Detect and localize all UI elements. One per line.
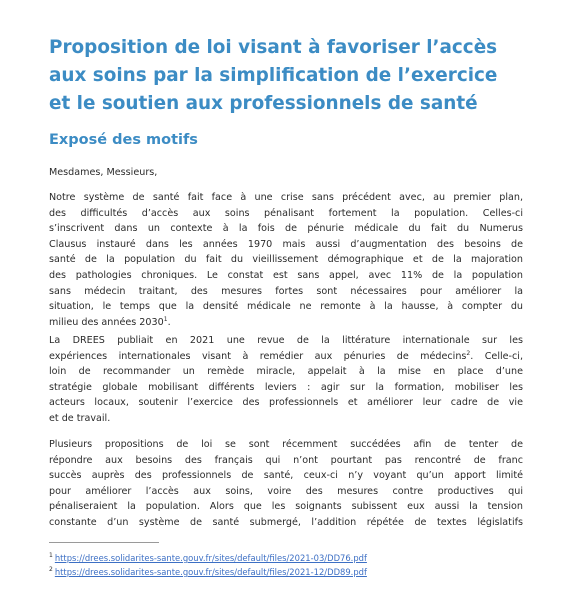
title-line: Proposition de loi visant à favoriser l’accès [49, 37, 498, 58]
footnote-link[interactable]: https://drees.solidarites-sante.gouv.fr/sites/default/files/2021-12/DD89.pdf [54, 566, 367, 577]
paragraph-line: stratégie globale mobilisant différents leviers : agir sur la formation, mobiliser les [49, 381, 523, 393]
paragraph-line: santé de la population du fait du vieillissement démographique et de la majoration [49, 254, 523, 266]
section-heading: Exposé des motifs [49, 132, 198, 148]
footnote-ref: 1 [163, 315, 168, 323]
paragraph-line: La DREES publiait en 2021 une revue de la littérature internationale sur les [49, 335, 523, 346]
footnote-number: 2 [49, 566, 53, 573]
paragraph-line: acteurs locaux, soutenir l’exercice des professionnels et améliorer leur cadre de vie [49, 397, 523, 409]
paragraph-line [49, 349, 523, 365]
title-line: et le soutien aux professionnels de santé [49, 93, 478, 114]
footnote-2 [49, 564, 367, 578]
paragraph-line: des difficultés d’accès aux soins pénalisant fortement la population. Celles-ci [49, 207, 523, 219]
paragraph-line: constante d’un système de santé submergé, l’addition répétée de textes législatifs [49, 516, 523, 528]
paragraph-line: Notre système de santé fait face à une crise sans précédent avec, au premier plan, [49, 192, 523, 203]
footnote-number: 1 [49, 552, 53, 559]
paragraph-text: milieu des années 2030 [49, 316, 164, 328]
paragraph-line: répondre aux besoins des français qui n’ont pourtant pas rencontré de franc [49, 454, 523, 466]
footnote-link[interactable]: https://drees.solidarites-sante.gouv.fr/sites/default/files/2021-03/DD76.pdf [54, 552, 367, 563]
paragraph-line: situation, le temps que la densité médicale ne remonte à la hausse, à compter du [49, 301, 523, 313]
paragraph-line: loin de recommander un remède miracle, appelait à la mise en place d’une [49, 366, 523, 378]
paragraph-line: des pathologies chroniques. Le constat est sans appel, avec 11% de la population [49, 269, 523, 281]
paragraph-line: succès auprès des professionnels de santé, ceux-ci n’y voyant qu’un apport limité [49, 470, 523, 482]
title-line: aux soins par la simplification de l’exercice [49, 65, 498, 86]
footnote-ref: 2 [466, 349, 471, 357]
paragraph-line: pour améliorer l’accès aux soins, voire des mesures contre productives qui [49, 485, 523, 497]
paragraph-line: sans médecin traitant, des mesures fortes sont nécessaires pour améliorer la [49, 285, 523, 297]
paragraph-1 [49, 190, 523, 330]
footnote-1 [49, 550, 367, 564]
paragraph-line: Clausus instauré dans les années 1970 mais aussi d’augmentation des besoins de [49, 238, 523, 250]
paragraph-line: pénaliseraient la population. Alors que les soignants subissent eux aussi la tension [49, 501, 523, 513]
paragraph-line: et de travail. [49, 412, 111, 424]
paragraph-line: Plusieurs propositions de loi se sont récemment succédées afin de tenter de [49, 439, 523, 450]
paragraph-3 [49, 437, 523, 531]
document-title [49, 34, 529, 118]
footnote-divider [49, 542, 159, 543]
paragraph-line: s’inscrivent dans un contexte à la fois de pénurie médicale du fait du Numerus [49, 223, 523, 235]
paragraph-text: . Celle-ci, [470, 350, 523, 362]
paragraph-2 [49, 333, 523, 427]
salutation: Mesdames, Messieurs, [49, 167, 158, 178]
paragraph-text: expériences internationales visant à remédier aux pénuries de médecins [49, 350, 467, 362]
paragraph-line-last: milieu des années 2030$^1$. [49, 315, 171, 328]
